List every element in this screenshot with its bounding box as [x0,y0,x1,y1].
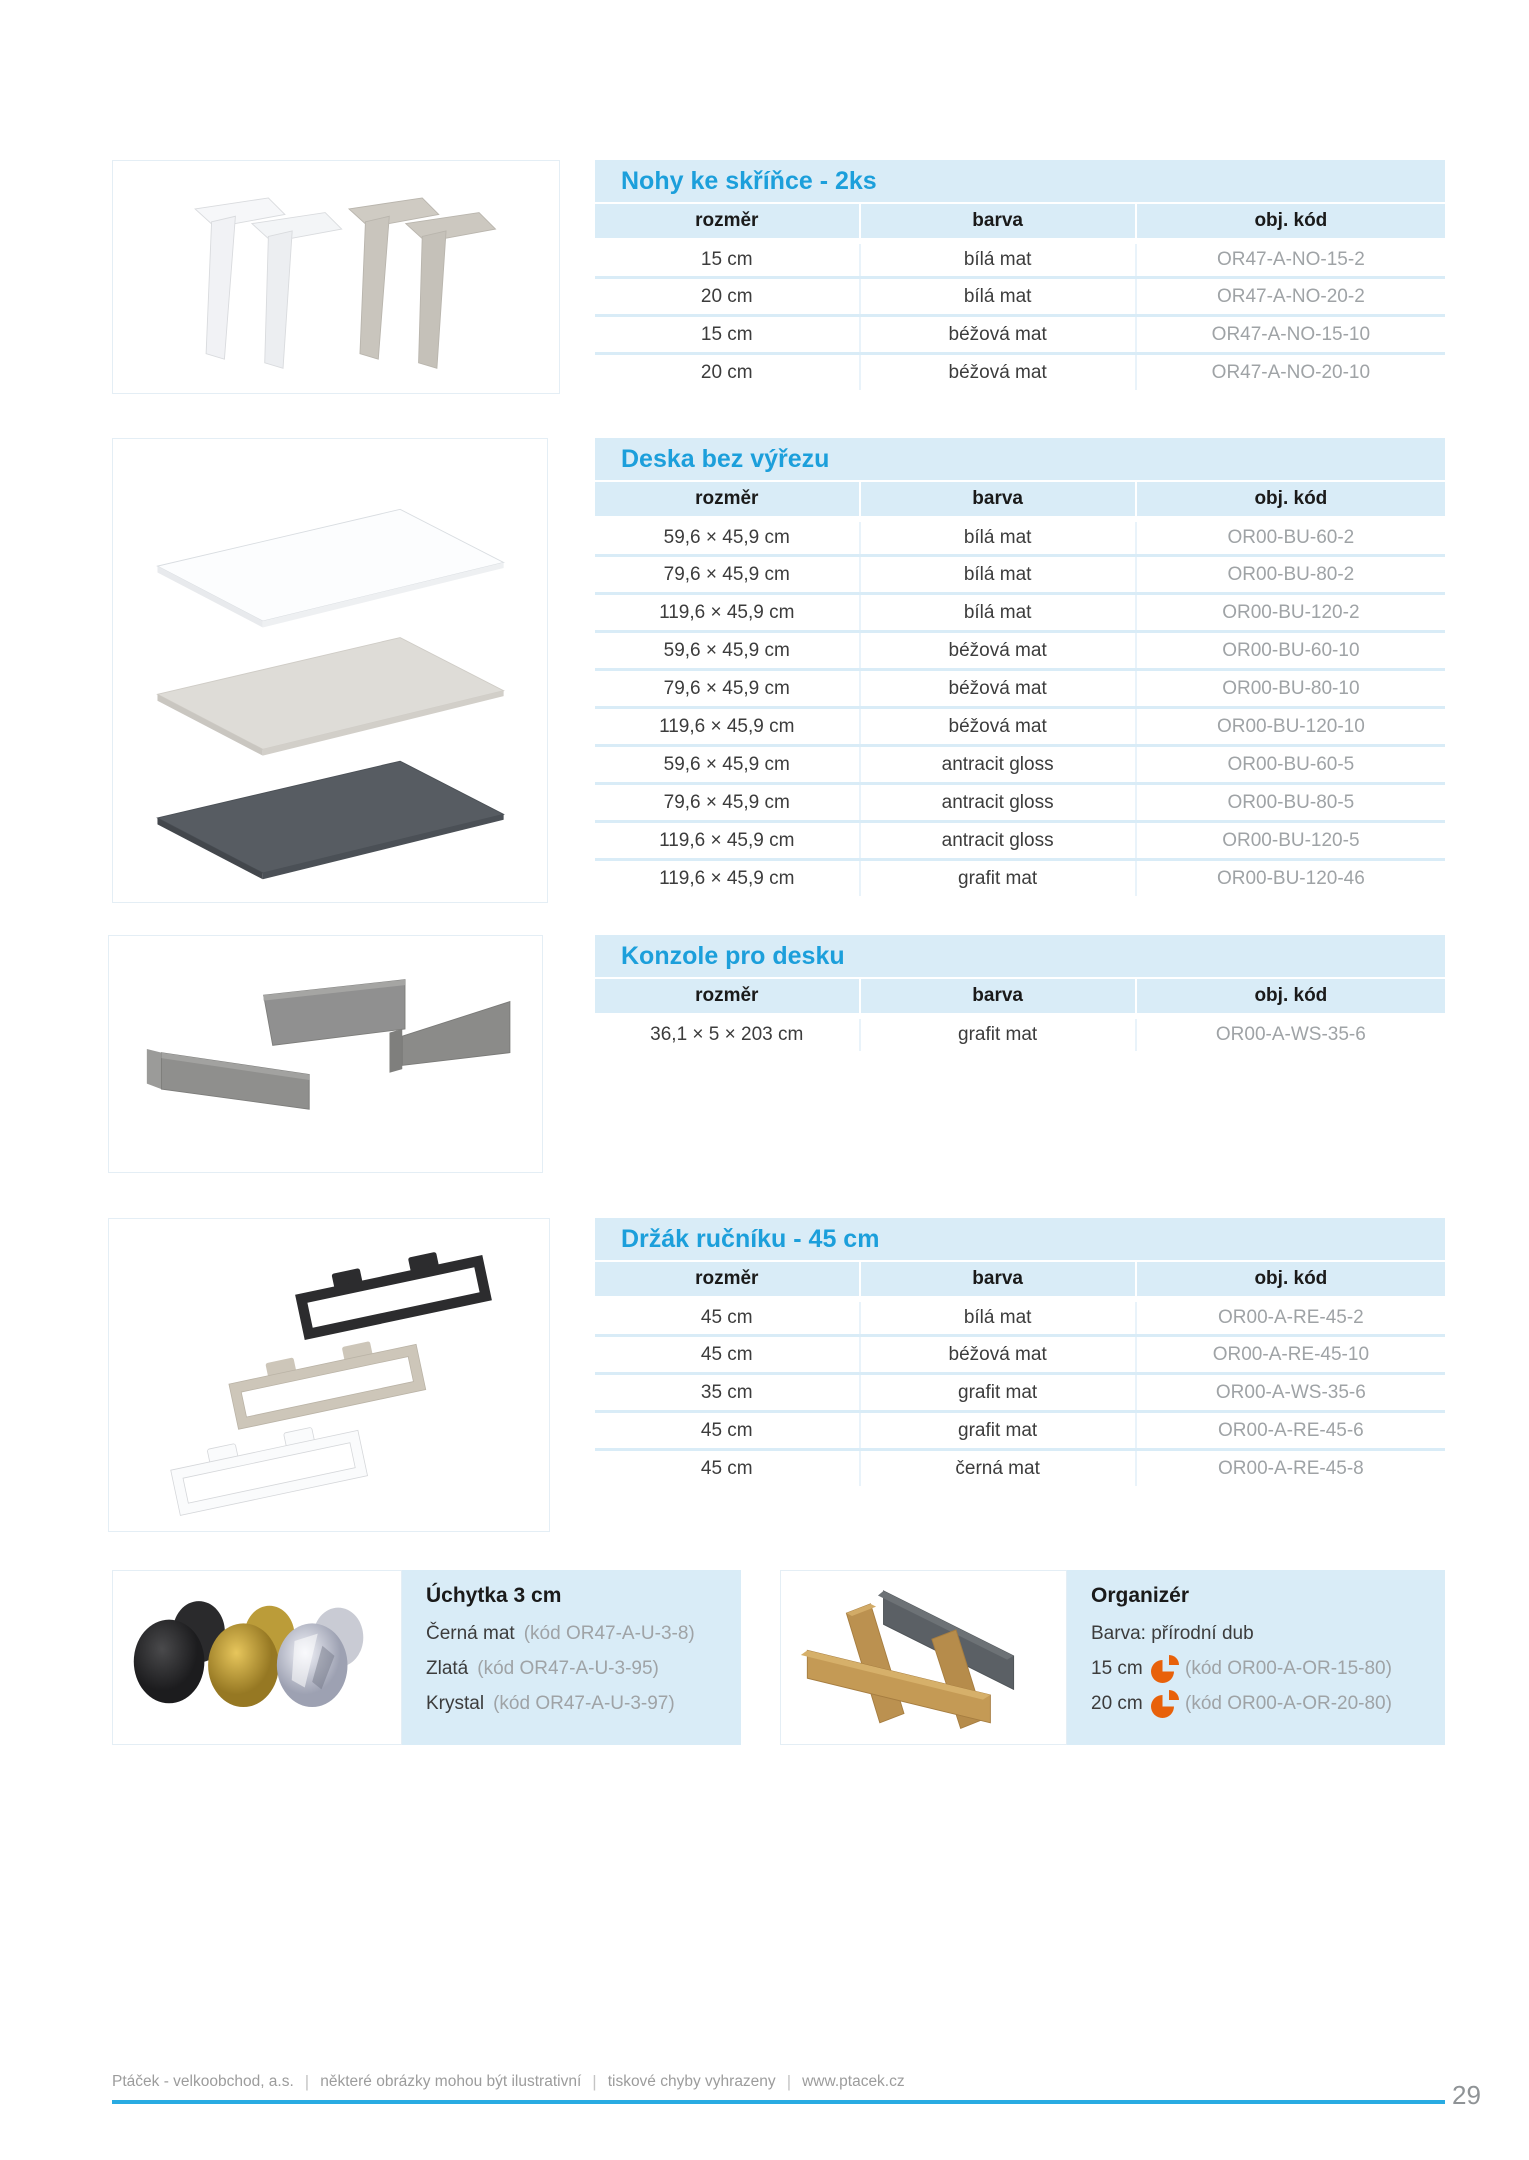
table-row [595,554,1445,592]
size-cell: 79,6 × 45,9 cm [663,791,790,813]
table-row [595,782,1445,820]
size-cell: 79,6 × 45,9 cm [663,563,790,585]
code-cell: OR00-A-WS-35-6 [1135,1019,1445,1051]
option-size: 15 cm [1091,1658,1143,1679]
code-cell: OR00-A-RE-45-6 [1135,1413,1445,1448]
organizer-photo [780,1570,1067,1745]
table-row [595,668,1445,706]
option-size: 20 cm [1091,1693,1143,1714]
code-cell: OR00-BU-120-5 [1135,823,1445,858]
section-title-nohy: Nohy ke skříňce - 2ks [595,160,1445,202]
option-code: (kód OR00-A-OR-20-80) [1185,1693,1392,1714]
table-row [595,352,1445,390]
organizer-option-20 [1091,1686,1435,1721]
table-row [595,858,1445,896]
drzak-table [595,1218,1445,1486]
table-row [595,238,1445,276]
console-photo [108,935,543,1173]
size-cell: 36,1 × 5 × 203 cm [650,1024,804,1045]
color-cell: béžová mat [859,1337,1135,1372]
code-cell: OR00-BU-80-10 [1135,671,1445,706]
code-cell: OR00-BU-80-2 [1135,557,1445,592]
color-cell: bílá mat [859,557,1135,592]
towel-holders-illustration [127,1231,532,1518]
handle-option-crystal [426,1686,731,1721]
color-cell: antracit gloss [859,747,1135,782]
column-header-objkod: obj. kód [1135,1262,1445,1296]
color-cell: bílá mat [859,244,1135,276]
column-header-objkod: obj. kód [1135,204,1445,238]
table-row [595,630,1445,668]
table-row [595,1334,1445,1372]
size-cell: 45 cm [700,1343,753,1365]
code-cell: OR47-A-NO-20-2 [1135,279,1445,314]
column-header-rozmer: rozměr [695,985,759,1006]
column-header-barva: barva [859,204,1135,238]
option-code: (kód OR47-A-U-3-97) [493,1693,675,1714]
size-cell: 20 cm [700,361,753,383]
table-row [595,1372,1445,1410]
table-body [595,1296,1445,1486]
deska-table [595,438,1445,896]
pie-icon [1151,1655,1179,1683]
footer-note-errors: tiskové chyby vyhrazeny [607,2073,776,2090]
table-header [595,977,1445,1013]
footer-company: Ptáček - velkoobchod, a.s. [112,2073,294,2090]
organizer-color-line: Barva: přírodní dub [1091,1623,1254,1644]
code-cell: OR00-A-WS-35-6 [1135,1375,1445,1410]
color-cell: bílá mat [859,279,1135,314]
column-header-rozmer: rozměr [695,210,759,231]
footer-note-illustrative: některé obrázky mohou být ilustrativní [320,2073,582,2090]
table-header [595,1260,1445,1296]
table-row [595,1410,1445,1448]
size-cell: 119,6 × 45,9 cm [659,829,795,851]
column-header-objkod: obj. kód [1135,979,1445,1013]
boards-illustration [130,458,529,884]
column-header-barva: barva [859,1262,1135,1296]
option-name: Krystal [426,1693,485,1714]
size-cell: 59,6 × 45,9 cm [663,527,790,548]
towel-holders-photo [108,1218,550,1532]
code-cell: OR00-BU-60-10 [1135,633,1445,668]
size-cell: 45 cm [700,1419,753,1441]
organizer-info-panel [1067,1570,1445,1745]
section-title-drzak: Držák ručníku - 45 cm [595,1218,1445,1260]
organizer-option-15 [1091,1651,1435,1686]
handle-info-panel [402,1570,741,1745]
section-title-konzole: Konzole pro desku [595,935,1445,977]
table-header [595,480,1445,516]
nohy-table [595,160,1445,390]
color-cell: grafit mat [859,1413,1135,1448]
code-cell: OR00-BU-120-2 [1135,595,1445,630]
color-cell: béžová mat [859,355,1135,390]
table-row [595,1296,1445,1334]
code-cell: OR47-A-NO-15-2 [1135,244,1445,276]
footer-separator: | [786,2072,792,2091]
option-code: (kód OR00-A-OR-15-80) [1185,1658,1392,1679]
table-row [595,744,1445,782]
size-cell: 79,6 × 45,9 cm [663,677,790,699]
table-row [595,1013,1445,1051]
code-cell: OR00-BU-60-5 [1135,747,1445,782]
footer [112,2072,905,2092]
size-cell: 59,6 × 45,9 cm [663,753,790,775]
handle-title: Úchytka 3 cm [426,1584,562,1607]
organizer-illustration [790,1576,1058,1739]
size-cell: 45 cm [700,1457,753,1479]
color-cell: antracit gloss [859,785,1135,820]
konzole-table [595,935,1445,1051]
option-code: (kód OR47-A-U-3-95) [477,1658,659,1679]
size-cell: 119,6 × 45,9 cm [659,715,795,737]
color-cell: černá mat [859,1451,1135,1486]
code-cell: OR00-A-RE-45-2 [1135,1302,1445,1334]
organizer-title: Organizér [1091,1584,1190,1607]
table-row [595,1448,1445,1486]
table-row [595,516,1445,554]
handle-option-gold [426,1651,731,1686]
cabinet-legs-photo [112,160,560,394]
code-cell: OR00-BU-60-2 [1135,522,1445,554]
color-cell: bílá mat [859,1302,1135,1334]
column-header-barva: barva [859,482,1135,516]
page-number: 29 [1452,2080,1481,2110]
table-body [595,238,1445,390]
table-row [595,314,1445,352]
color-cell: béžová mat [859,317,1135,352]
size-cell: 15 cm [700,249,753,270]
code-cell: OR00-A-RE-45-8 [1135,1451,1445,1486]
color-cell: béžová mat [859,671,1135,706]
size-cell: 20 cm [700,285,753,307]
table-body [595,516,1445,896]
color-cell: bílá mat [859,522,1135,554]
footer-separator: | [592,2072,597,2091]
code-cell: OR47-A-NO-15-10 [1135,317,1445,352]
size-cell: 15 cm [700,323,753,345]
option-name: Černá mat [426,1623,515,1644]
table-header [595,202,1445,238]
color-cell: grafit mat [859,1375,1135,1410]
handle-option-black [426,1616,731,1651]
table-row [595,706,1445,744]
table-body [595,1013,1445,1051]
footer-rule [112,2100,1445,2104]
option-name: Zlatá [426,1658,469,1679]
code-cell: OR00-BU-120-46 [1135,861,1445,896]
column-header-objkod: obj. kód [1135,482,1445,516]
color-cell: grafit mat [859,861,1135,896]
column-header-rozmer: rozměr [695,488,759,509]
section-title-deska: Deska bez výřezu [595,438,1445,480]
option-code: (kód OR47-A-U-3-8) [523,1623,695,1644]
handle-knobs-illustration [122,1576,393,1739]
size-cell: 35 cm [700,1381,753,1403]
size-cell: 119,6 × 45,9 cm [659,601,795,623]
console-illustration [126,945,524,1162]
footer-separator: | [304,2072,310,2091]
handle-knobs-photo [112,1570,402,1745]
boards-photo [112,438,548,903]
column-header-barva: barva [859,979,1135,1013]
size-cell: 119,6 × 45,9 cm [659,867,795,889]
table-row [595,820,1445,858]
footer-website: www.ptacek.cz [802,2073,905,2090]
color-cell: béžová mat [859,709,1135,744]
size-cell: 45 cm [700,1307,753,1328]
code-cell: OR00-BU-80-5 [1135,785,1445,820]
color-cell: bílá mat [859,595,1135,630]
color-cell: antracit gloss [859,823,1135,858]
pie-icon [1151,1690,1179,1718]
code-cell: OR00-A-RE-45-10 [1135,1337,1445,1372]
code-cell: OR00-BU-120-10 [1135,709,1445,744]
color-cell: grafit mat [859,1019,1135,1051]
code-cell: OR47-A-NO-20-10 [1135,355,1445,390]
table-row [595,592,1445,630]
color-cell: béžová mat [859,633,1135,668]
table-row [595,276,1445,314]
size-cell: 59,6 × 45,9 cm [663,639,790,661]
column-header-rozmer: rozměr [695,1268,759,1289]
cabinet-legs-illustration [131,170,541,383]
